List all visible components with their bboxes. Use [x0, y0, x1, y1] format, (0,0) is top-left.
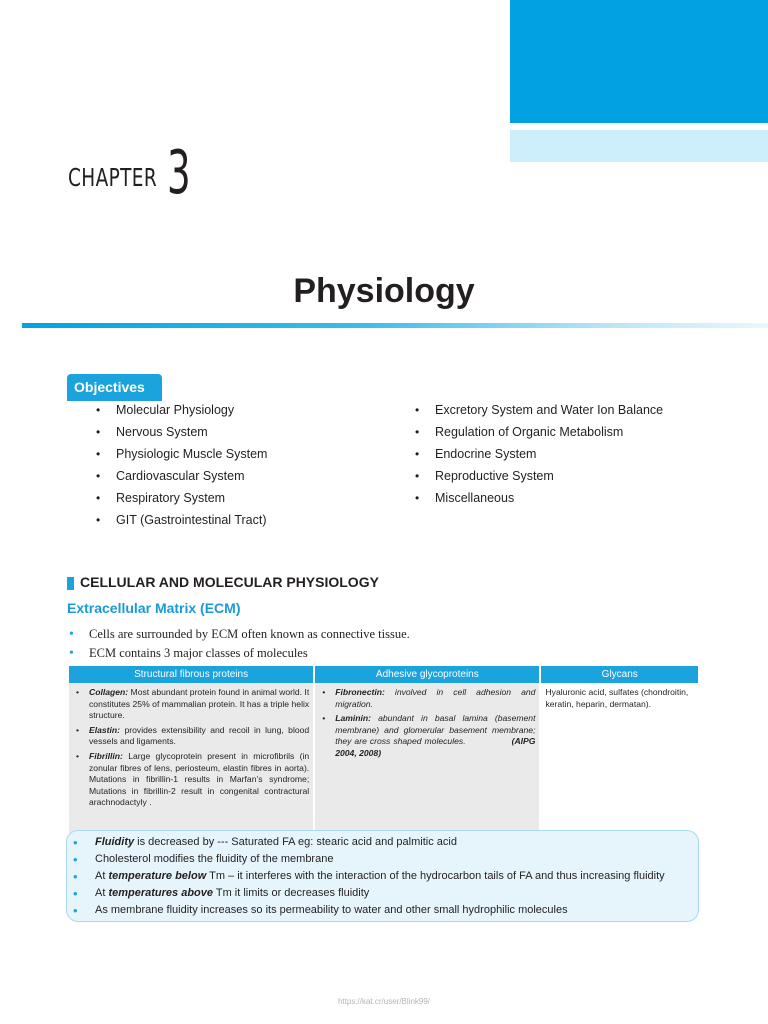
objective-item: • Excretory System and Water Ion Balance [415, 400, 663, 422]
page-title: Physiology [293, 272, 475, 310]
title-divider [22, 323, 768, 328]
list-item: • Cholesterol modifies the fluidity of the membrane [73, 851, 665, 868]
chapter-number: 3 [167, 138, 191, 208]
objective-item: • Endocrine System [415, 444, 663, 466]
objectives-tab: Objectives [67, 374, 162, 401]
section-heading: CELLULAR AND MOLECULAR PHYSIOLOGY [80, 574, 379, 590]
objectives-list-left [96, 400, 267, 532]
list-item: • As membrane fluidity increases so its permeability to water and other small hydrophilic molecules [73, 902, 665, 919]
objectives-list-right [415, 400, 663, 510]
intro-bullets [67, 625, 410, 663]
footer-url: https://kat.cr/user/Blink99/ [337, 997, 431, 1006]
objective-item: • Respiratory System [96, 488, 267, 510]
intro-bullet: • Cells are surrounded by ECM often known as connective tissue. [67, 625, 410, 644]
list-item: • Elastin: provides extensibility and recoil in lung, blood vessels and ligaments. [73, 725, 309, 748]
table-cell-glycans: Hyaluronic acid, sulfates (chondroitin, keratin, heparin, dermatan). [545, 687, 689, 709]
objective-item: • Nervous System [96, 422, 267, 444]
list-item: • At temperatures above Tm it limits or decreases fluidity [73, 885, 665, 902]
corner-color-block [510, 0, 768, 123]
objective-item: • Miscellaneous [415, 488, 663, 510]
table-header: Glycans [541, 666, 698, 683]
section-subheading: Extracellular Matrix (ECM) [67, 600, 241, 616]
table-header: Adhesive glycoproteins [315, 666, 539, 683]
list-item: • Collagen: Most abundant protein found in animal world. It constitutes 25% of mammalian protein. It has a triple helix structure. [73, 687, 309, 722]
corner-light-band [510, 130, 768, 162]
objective-item: • Cardiovascular System [96, 466, 267, 488]
list-item: • Fibrillin: Large glycoprotein present in microfibrils (in zonular fibres of lens, periosteum, elastin fibres in aorta). Mutations in fibrillin-1 results in Marfan’s syndrome; Mutations in fibrillin-2 result in congenital contractural arachnodactyly . [73, 751, 309, 809]
list-item: • At temperature below Tm – it interferes with the interaction of the hydrocarbon tails of FA and thus increasing fluidity [73, 868, 665, 885]
table-cell-adhesive [315, 683, 539, 835]
objective-item: • Physiologic Muscle System [96, 444, 267, 466]
list-item: • Fluidity is decreased by --- Saturated FA eg: stearic acid and palmitic acid [73, 834, 665, 851]
objective-item: • Reproductive System [415, 466, 663, 488]
objective-item: • GIT (Gastrointestinal Tract) [96, 510, 267, 532]
table-header: Structural fibrous proteins [69, 666, 313, 683]
exam-reference: (AIPG 2004, 2008) [335, 736, 536, 758]
section-marker [67, 577, 74, 590]
fluidity-list [73, 834, 665, 919]
chapter-label: CHAPTER [68, 163, 158, 192]
ecm-table [67, 666, 700, 835]
list-item: • Fibronectin: involved in cell adhesion and migration. [319, 687, 535, 710]
objective-item: • Regulation of Organic Metabolism [415, 422, 663, 444]
intro-bullet: • ECM contains 3 major classes of molecules [67, 644, 410, 663]
table-cell-structural [69, 683, 313, 835]
objective-item: • Molecular Physiology [96, 400, 267, 422]
list-item: • Laminin: abundant in basal lamina (basement membrane) and glomerular basement membrane; they are cross shaped molecules. (AIPG 2004, 2008) [319, 713, 535, 759]
